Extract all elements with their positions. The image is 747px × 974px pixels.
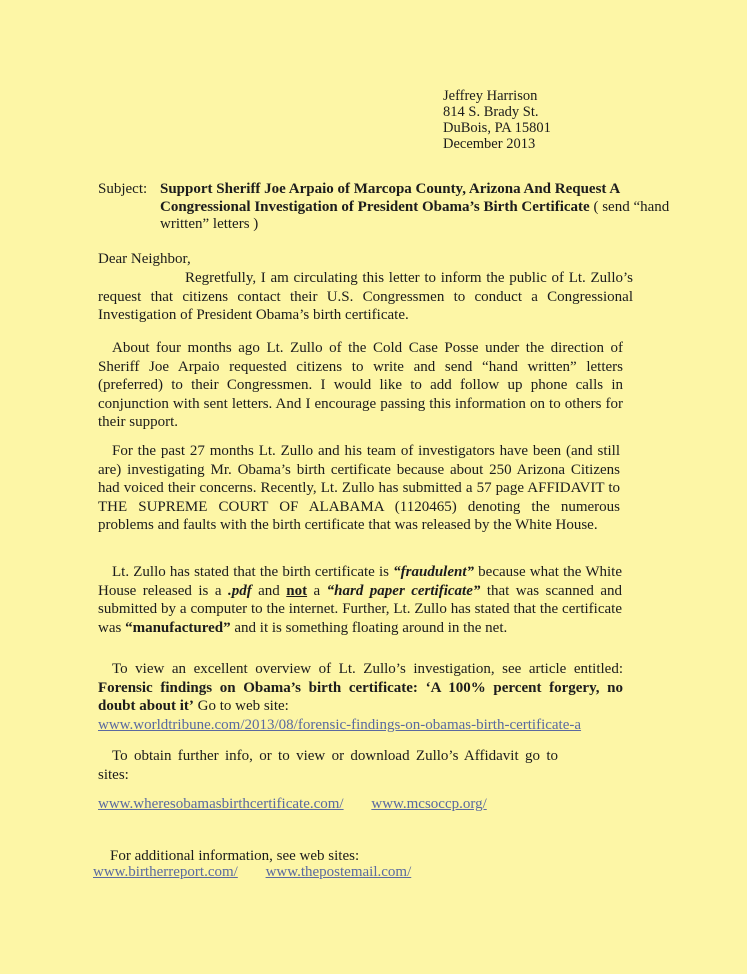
- affidavit-links: [98, 796, 511, 813]
- sender-address: [443, 88, 551, 152]
- claims-fraudulent: “fraudulent”: [393, 564, 474, 580]
- additional-links: [93, 864, 435, 881]
- claims-text-1: Lt. Zullo has stated that the birth certificate is: [112, 564, 394, 580]
- subject-line: [98, 181, 698, 234]
- claims-text-3: and: [251, 582, 287, 599]
- claims-text-6: and it is something floating around in the net.: [230, 619, 508, 636]
- paragraph-overview: [98, 660, 623, 734]
- letter-date: December 2013: [443, 136, 536, 152]
- paragraph-affidavit: To obtain further info, or to view or download Zullo’s Affidavit go to sites:: [98, 748, 558, 783]
- sender-street: 814 S. Brady St.: [443, 104, 539, 120]
- claims-text-2: because what the White House released is a: [98, 564, 622, 599]
- claims-not: not: [286, 582, 308, 599]
- paragraph-request: About four months ago Lt. Zullo of the Cold Case Posse under the direction of Sheriff Joe Arpaio requested citizens to write and send “hand written” letters (preferred) to their Congressmen. I would like to add follow up phone calls in conjunction with sent letters. And I encourage passing this information on to others for their support.: [98, 340, 623, 430]
- claims-manufactured: “manufactured”: [125, 619, 231, 636]
- claims-text-4: a: [307, 582, 327, 599]
- overview-text: To view an excellent overview of Lt. Zullo’s investigation, see article entitled:: [112, 661, 623, 677]
- greeting: Dear Neighbor,: [98, 251, 191, 267]
- paragraph-intro: Regretfully, I am circulating this letter to inform the public of Lt. Zullo’s request that citizens contact their U.S. Congressmen to conduct a Congressional Investigation of President Obama’s birth certificate.: [98, 270, 633, 323]
- sender-name: Jeffrey Harrison: [443, 88, 538, 104]
- thepostemail-link[interactable]: www.thepostemail.com/: [265, 864, 412, 880]
- article-title: Forensic findings on Obama’s birth certificate: ‘A 100% percent forgery, no doubt about it’: [98, 679, 623, 714]
- subject-label: Subject:: [98, 181, 148, 197]
- claims-pdf: .pdf: [227, 582, 252, 599]
- subject-bold-text: Support Sheriff Joe Arpaio of Marcopa County, Arizona And Request A Congressional Investigation of President Obama’s Birth Certificate: [160, 181, 620, 215]
- wheresobamasbirthcertificate-link[interactable]: www.wheresobamasbirthcertificate.com/: [98, 796, 344, 812]
- mcsoccp-link[interactable]: www.mcsoccp.org/: [371, 796, 487, 812]
- birtherreport-link[interactable]: www.birtherreport.com/: [93, 864, 238, 880]
- overview-goto: Go to web site:: [193, 698, 289, 714]
- sender-city: DuBois, PA 15801: [443, 120, 551, 136]
- paragraph-additional: For additional information, see web sites:: [110, 848, 360, 864]
- subject-note: ( send “hand written” letters ): [160, 198, 670, 232]
- worldtribune-link[interactable]: www.worldtribune.com/2013/08/forensic-findings-on-obamas-birth-certificate-a: [98, 716, 582, 733]
- claims-hard-paper: “hard paper certificate”: [326, 582, 481, 599]
- paragraph-investigation: For the past 27 months Lt. Zullo and his team of investigators have been (and still are) investigating Mr. Obama’s birth certificate because about 250 Arizona Citizens had voiced their concerns. Recently, Lt. Zullo has submitted a 57 page AFFIDAVIT to THE SUPREME COURT OF ALABAMA (1120465) denoting the numerous problems and faults with the birth certificate that was released by the White House.: [98, 443, 620, 533]
- subject-body: [160, 181, 698, 234]
- paragraph-claims: [98, 563, 622, 637]
- claims-text-5: that was scanned and submitted by a computer to the internet. Further, Lt. Zullo has stated that the certificate was: [98, 582, 622, 636]
